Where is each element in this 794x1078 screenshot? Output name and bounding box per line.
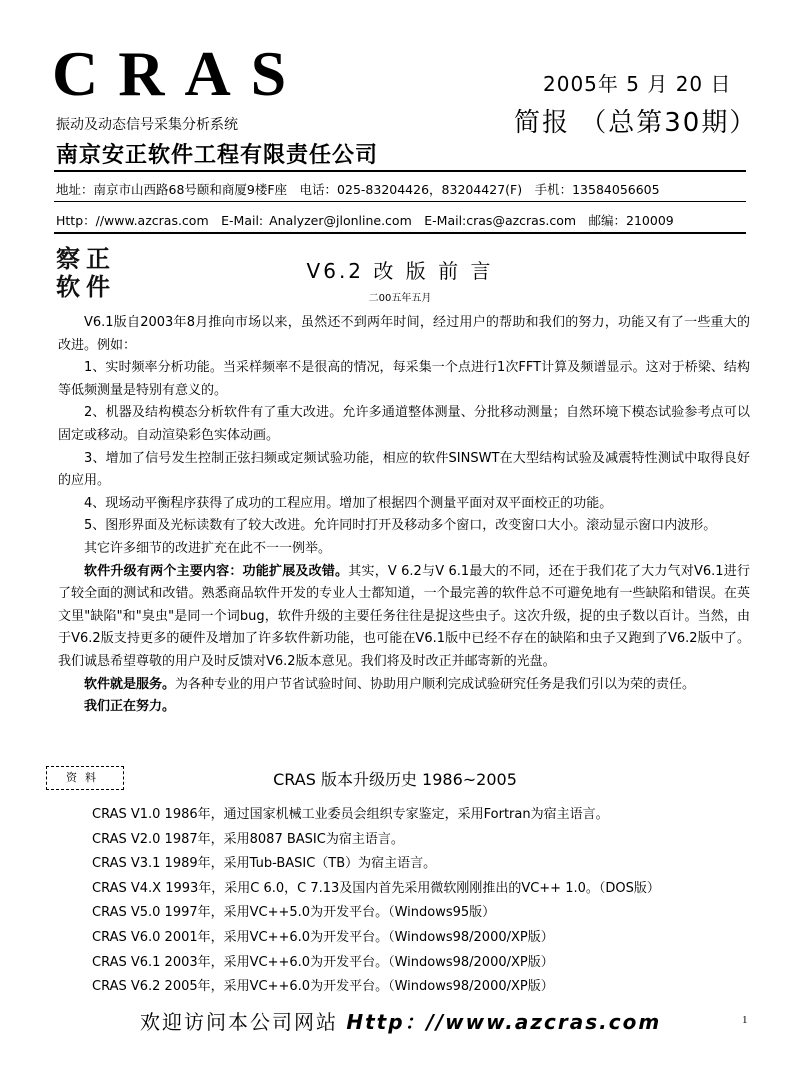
paragraph: V6.1版自2003年8月推向市场以来，虽然还不到两年时间，经过用户的帮助和我们的努力，功能又有了一些重大的改进。例如： (58, 315, 750, 353)
footer-welcome: 欢迎访问本公司网站 (140, 1010, 338, 1034)
article-title: V6.2 改 版 前 言 (306, 259, 494, 283)
paragraph: 其它许多细节的改进扩充在此不一一例举。 (84, 540, 332, 556)
issue-date: 2005年 5 月 20 日 (543, 72, 732, 96)
list-item: CRAS V2.0 1987年，采用8087 BASIC为宿主语言。 (92, 831, 404, 847)
history-title: CRAS 版本升级历史 1986~2005 (273, 770, 517, 789)
list-item: CRAS V3.1 1989年，采用Tub-BASIC（TB）为宿主语言。 (92, 856, 437, 872)
footer-url-link[interactable]: Http：//www.azcras.com (346, 1010, 662, 1034)
paragraph-upgrade (58, 561, 750, 674)
service-body: 为各种专业的用户节省试验时间、协助用户顺利完成试验研究任务是我们引以为荣的责任。 (175, 676, 696, 692)
list-item: CRAS V6.1 2003年，采用VC++6.0为开发平台。（Windows98/2000/XP版） (92, 954, 554, 970)
list-item: CRAS V1.0 1986年，通过国家机械工业委员会组织专家鉴定，采用Fortran为宿主语言。 (92, 807, 609, 822)
divider (54, 170, 746, 172)
paragraph: 5、图形界面及光标读数有了较大改进。允许同时打开及移动多个窗口，改变窗口大小。滚动显示窗口内波形。 (84, 518, 717, 534)
page-number: 1 (742, 1014, 748, 1026)
paragraph: 4、现场动平衡程序获得了成功的工程应用。增加了根据四个测量平面对双平面校正的功能。 (84, 495, 613, 511)
article-body (58, 312, 750, 719)
contact-line: 地址：南京市山西路68号颐和商厦9楼F座 电话：025-83204426，83204427(F) 手机：13584056605 (56, 182, 660, 197)
seal-char: 软 (56, 273, 80, 301)
list-item: CRAS V4.X 1993年，采用C 6.0，C 7.13及国内首先采用微软刚刚推出的VC++ 1.0。（DOS版） (92, 880, 660, 896)
company-name: 南京安正软件工程有限责任公司 (56, 143, 379, 168)
paragraph-service (58, 674, 750, 697)
list-item: CRAS V5.0 1997年，采用VC++5.0为开发平台。（Windows95版） (92, 905, 496, 921)
seal-char: 正 (86, 245, 110, 273)
seal-char: 察 (56, 245, 80, 273)
divider (54, 201, 746, 202)
seal-char: 件 (86, 273, 110, 301)
closing-text: 我们正在努力。 (84, 699, 176, 715)
system-subtitle: 振动及动态信号采集分析系统 (56, 117, 238, 133)
list-item: CRAS V6.0 2001年，采用VC++6.0为开发平台。（Windows98/2000/XP版） (92, 929, 554, 945)
web-contact-line: Http：//www.azcras.com E-Mail: Analyzer@jlonline.com E-Mail:cras@azcras.com 邮编：210009 (56, 213, 674, 228)
footer-banner (140, 1006, 660, 1035)
cras-logo: CRAS (52, 38, 307, 109)
paragraph: 2、机器及结构模态分析软件有了重大改进。允许多通道整体测量、分批移动测量；自然环境下模态试验参考点可以固定或移动。自动渲染彩色实体动画。 (58, 405, 750, 443)
history-list (92, 803, 660, 1000)
paragraph-closing (58, 696, 750, 719)
upgrade-lead: 软件升级有两个主要内容：功能扩展及改错。 (84, 563, 349, 579)
article-date: 二00五年五月 (368, 293, 432, 304)
paragraph: 3、增加了信号发生控制正弦扫频或定频试验功能，相应的软件SINSWT在大型结构试验及减震特性测试中取得良好的应用。 (58, 450, 750, 489)
company-seal (54, 244, 114, 302)
upgrade-body: 其实，V 6.2与V 6.1最大的不同，还在于我们花了大力气对V6.1进行了较全面的测试和改错。熟悉商品软件开发的专业人士都知道，一个最完善的软件总不可避免地有一些缺陷和错误。在英文里"缺陷"和"臭虫"是同一个词bug，软件升级的主要任务往往是捉这些虫子。这次升级，捉的虫子数以百计。当然，由于V6.2版支持更多的硬件及增加了许多软件新功能，也可能在V6.1版中已经不存在的缺陷和虫子又跑到了V6.2版中了。我们诚恳希望尊敬的用户及时反馈对V6.2版本意见。我们将及时改正并邮寄新的光盘。 (58, 563, 750, 669)
issue-number: 简报 （总第30期） (514, 108, 758, 138)
list-item: CRAS V6.2 2005年，采用VC++6.0为开发平台。（Windows98/2000/XP版） (92, 979, 554, 995)
service-lead: 软件就是服务。 (84, 676, 176, 692)
divider (54, 232, 746, 234)
materials-tag: 资料 (46, 766, 124, 790)
paragraph: 1、实时频率分析功能。当采样频率不是很高的情况，每采集一个点进行1次FFT计算及频谱显示。这对于桥梁、结构等低频测量是特别有意义的。 (58, 360, 750, 398)
